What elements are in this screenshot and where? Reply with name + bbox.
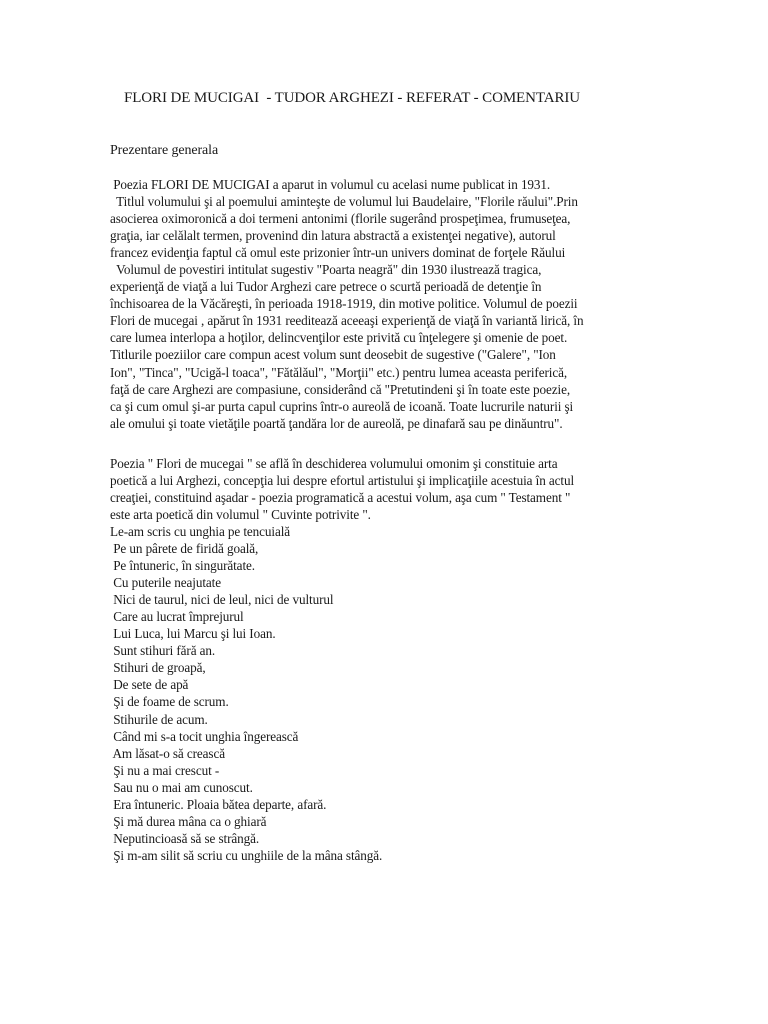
poem-line: Când mi s-a tocit unghia îngerească xyxy=(110,728,299,744)
poem-line: Şi mă durea mâna ca o ghiară xyxy=(110,813,267,829)
paragraph-line: care lumea interlopa a hoţilor, delincvenţilor este privită cu înţelegere şi omenie de poet. xyxy=(110,330,568,346)
section-heading: Prezentare generala xyxy=(110,143,219,158)
poem-line: Care au lucrat împrejurul xyxy=(110,609,244,625)
paragraph-line: ca şi cum omul şi-ar purta capul cuprins într-o aureolă de icoană. Toate lucrurile naturii şi xyxy=(110,398,574,414)
paragraph-line: asocierea oximoronică a doi termeni antonimi (florile sugerând prospeţimea, frumuseţea, xyxy=(110,211,571,227)
poem-line: Le-am scris cu unghia pe tencuială xyxy=(110,524,291,539)
paragraph-analysis xyxy=(110,455,670,523)
poem-line: De sete de apă xyxy=(110,677,189,693)
poem-line: Şi m-am silit să scriu cu unghiile de la mâna stângă. xyxy=(110,847,383,863)
paragraph-line: Poezia FLORI DE MUCIGAI a aparut in volumul cu acelasi nume publicat in 1931. xyxy=(110,177,551,192)
poem-line: Stihuri de groapă, xyxy=(110,660,206,676)
document-title: FLORI DE MUCIGAI - TUDOR ARGHEZI - REFERAT - COMENTARIU xyxy=(124,90,580,106)
poem-line: Sau nu o mai am cunoscut. xyxy=(110,779,253,795)
poem-line: Neputincioasă să se strângă. xyxy=(110,830,260,846)
paragraph-presentation xyxy=(110,176,670,432)
paragraph-line: Ion", "Tinca", "Ucigă-l toaca", "Fătălăul", "Morţii" etc.) pentru lumea aceasta periferică, xyxy=(110,364,568,380)
paragraph-line: ale omului şi toate vietăţile poartă ţandăra lor de aureolă, pe dinafară sau pe dinăuntru". xyxy=(110,415,563,431)
poem-line: Era întuneric. Ploaia bătea departe, afară. xyxy=(110,796,327,812)
paragraph-line: faţă de care Arghezi are compasiune, considerând că "Pretutindeni şi în toate este poezie, xyxy=(110,381,571,397)
poem-line: Lui Luca, lui Marcu şi lui Ioan. xyxy=(110,626,276,642)
poem-line: Şi de foame de scrum. xyxy=(110,694,229,710)
poem-line: Sunt stihuri fără an. xyxy=(110,643,216,659)
paragraph-line: Volumul de povestiri intitulat sugestiv "Poarta neagră" din 1930 ilustrează tragica, xyxy=(110,262,542,278)
paragraph-line: Poezia " Flori de mucegai " se află în deschiderea volumului omonim şi constituie arta xyxy=(110,456,558,471)
paragraph-line: francez evidenţia faptul că omul este prizonier într-un univers dominat de forţele Răului xyxy=(110,245,566,261)
poem-line: Stihurile de acum. xyxy=(110,711,208,727)
paragraph-line: Titlurile poeziilor care compun acest volum sunt deosebit de sugestive ("Galere", "Ion xyxy=(110,347,556,363)
paragraph-line: creaţiei, constituind aşadar - poezia programatică a acestui volum, aşa cum " Testament " xyxy=(110,490,571,506)
paragraph-line: poetică a lui Arghezi, concepţia lui despre efortul artistului şi implicaţiile acestuia în actul xyxy=(110,473,575,489)
paragraph-line: Flori de mucegai , apărut în 1931 reeditează aceeaşi experienţă de viaţă în variantă lirică, în xyxy=(110,313,584,329)
paragraph-line: experienţă de viaţă a lui Tudor Arghezi care petrece o scurtă perioadă de detenţie în xyxy=(110,279,542,295)
poem-line: Pe întuneric, în singurătate. xyxy=(110,558,255,574)
poem-excerpt xyxy=(110,523,670,864)
poem-line: Pe un pârete de firidă goală, xyxy=(110,541,259,557)
poem-line: Nici de taurul, nici de leul, nici de vulturul xyxy=(110,592,334,608)
paragraph-line: este arta poetică din volumul " Cuvinte potrivite ". xyxy=(110,507,371,523)
paragraph-line: Titlul volumului şi al poemului aminteşte de volumul lui Baudelaire, "Florile răului".Prin xyxy=(110,194,578,210)
poem-line: Şi nu a mai crescut - xyxy=(110,762,220,778)
poem-line: Cu puterile neajutate xyxy=(110,575,221,591)
paragraph-line: închisoarea de la Văcăreşti, în perioada 1918-1919, din motive politice. Volumul de poezii xyxy=(110,296,578,312)
poem-line: Am lăsat-o să crească xyxy=(110,745,225,761)
paragraph-line: graţia, iar celălalt termen, provenind din latura abstractă a existenţei negative), autorul xyxy=(110,228,556,244)
